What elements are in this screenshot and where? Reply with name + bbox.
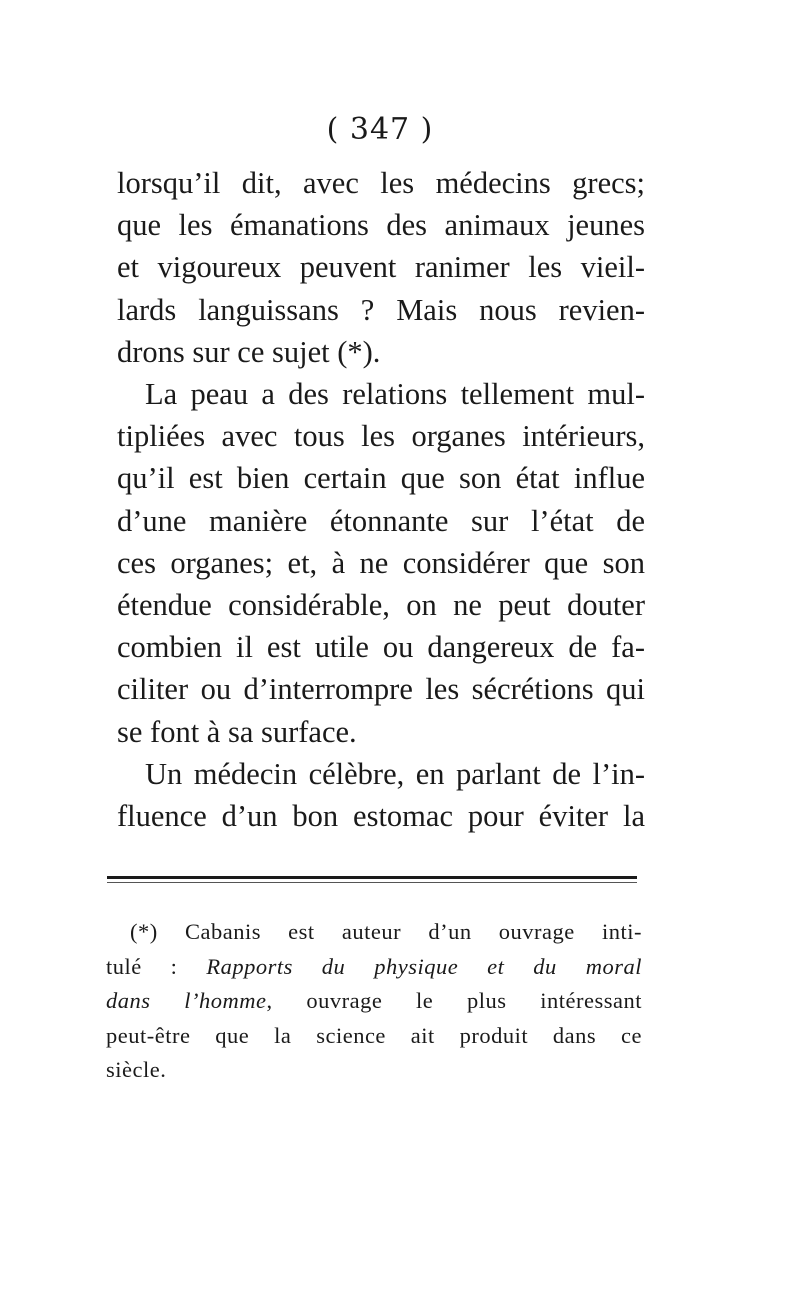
footnote-title-italic: Rapports du physique et du moral (206, 953, 642, 979)
text-line: qu’il est bien certain que son état influe (117, 461, 645, 496)
text-line: lorsqu’il dit, avec les médecins grecs; (117, 166, 645, 200)
text-line: étendue considérable, on ne peut douter (117, 588, 645, 623)
text-line: combien il est utile ou dangereux de fa- (117, 630, 645, 665)
text-line: Un médecin célèbre, en parlant de l’in- (145, 756, 645, 791)
text-line: fluence d’un bon estomac pour éviter la (117, 799, 645, 834)
text-line: ces organes; et, à ne considérer que son (117, 545, 645, 580)
main-text (117, 162, 645, 837)
text-line: tipliées avec tous les organes intérieurs, (117, 419, 645, 454)
footnote-line (106, 984, 642, 1019)
text-line: ciliter ou d’interrompre les sécrétions qui (117, 672, 645, 707)
footnote-title-italic: dans l’homme (106, 988, 267, 1013)
footnote-text: , ouvrage le plus intéressant (266, 988, 643, 1013)
footnote-divider-thin (107, 882, 637, 883)
footnote (106, 915, 642, 1088)
footnote-line: peut-être que la science ait produit dans ce (106, 1022, 642, 1048)
text-line: que les émanations des animaux jeunes (117, 208, 645, 243)
footnote-line: (*) Cabanis est auteur d’un ouvrage inti- (130, 919, 642, 944)
text-line: se font à sa surface. (117, 714, 357, 749)
footnote-divider (107, 876, 637, 879)
text-line: drons sur ce sujet (*). (117, 334, 381, 369)
text-line: d’une manière étonnante sur l’état de (117, 503, 645, 538)
text-line: et vigoureux peuvent ranimer les vieil- (117, 250, 645, 285)
text-line: lards languissans ? Mais nous revien- (117, 292, 645, 327)
footnote-text: tulé : (106, 953, 207, 979)
text-line: La peau a des relations tellement mul- (145, 377, 645, 412)
footnote-line (106, 950, 642, 985)
footnote-line: siècle. (106, 1057, 167, 1082)
page-number: ( 347 ) (326, 112, 434, 147)
